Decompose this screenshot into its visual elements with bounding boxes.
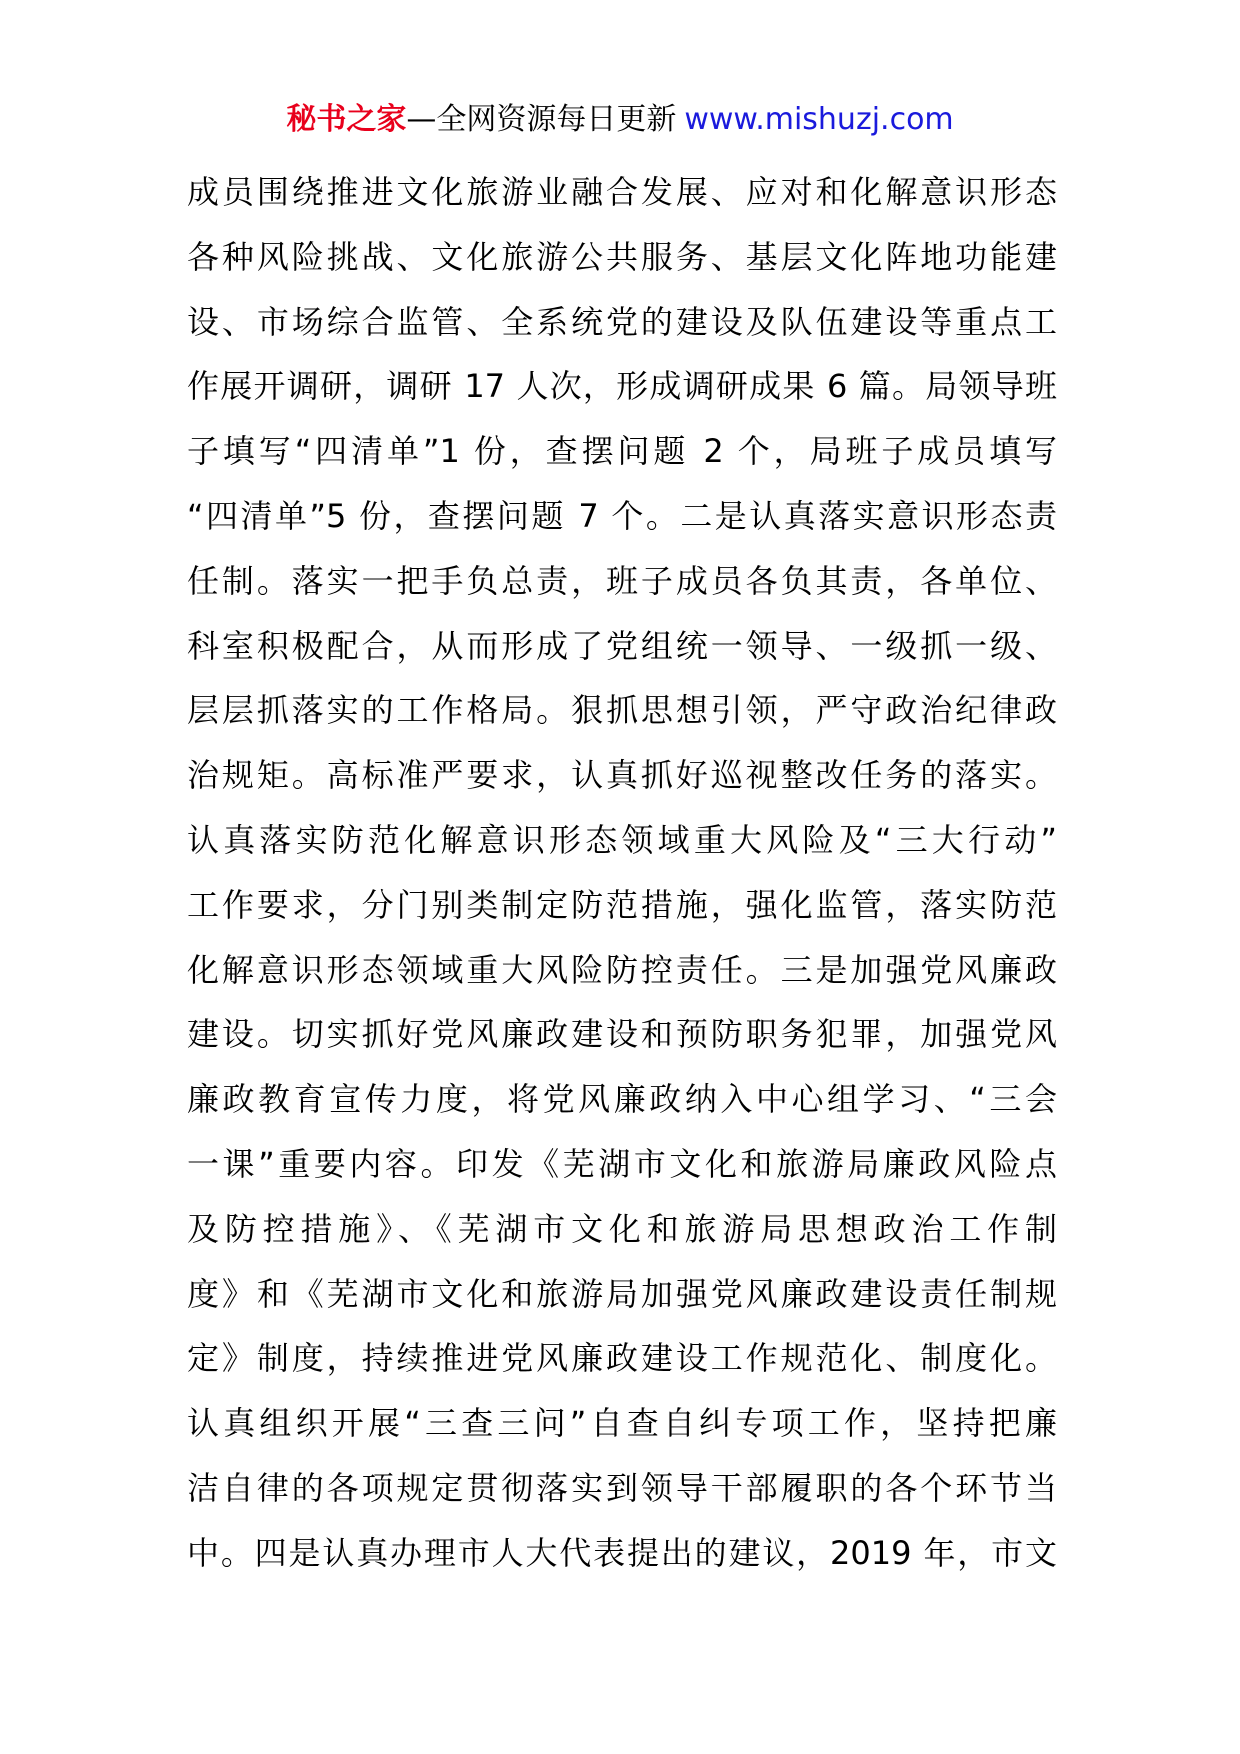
text-line: 化解意识形态领域重大风险防控责任。三是加强党风廉政 [187, 950, 1057, 989]
text-line: 科室积极配合，从而形成了党组统一领导、一级抓一级、 [187, 626, 1057, 665]
body-text [187, 160, 1057, 1586]
text-line: 建设。切实抓好党风廉政建设和预防职务犯罪，加强党风 [187, 1015, 1057, 1054]
header-url-link[interactable]: www.mishuzj.com [684, 102, 954, 137]
text-line: 廉政教育宣传力度，将党风廉政纳入中心组学习、“三会 [187, 1080, 1057, 1119]
text-line: 中。四是认真办理市人大代表提出的建议，2019 年，市文 [187, 1533, 1057, 1572]
header-tagline: —全网资源每日更新 [406, 102, 677, 137]
text-line: 工作要求，分门别类制定防范措施，强化监管，落实防范 [187, 885, 1057, 924]
text-line: 治规矩。高标准严要求，认真抓好巡视整改任务的落实。 [187, 756, 1057, 795]
text-line: 任制。落实一把手负总责，班子成员各负其责，各单位、 [187, 561, 1057, 600]
text-line: 作展开调研，调研 17 人次，形成调研成果 6 篇。局领导班 [187, 367, 1057, 406]
text-line: 认真落实防范化解意识形态领域重大风险及“三大行动” [187, 820, 1057, 859]
text-line: 设、市场综合监管、全系统党的建设及队伍建设等重点工 [187, 302, 1057, 341]
text-line: 一课”重要内容。印发《芜湖市文化和旅游局廉政风险点 [187, 1144, 1057, 1183]
text-line: 层层抓落实的工作格局。狠抓思想引领，严守政治纪律政 [187, 691, 1057, 730]
text-line: 洁自律的各项规定贯彻落实到领导干部履职的各个环节当 [187, 1468, 1057, 1507]
header-brand: 秘书之家 [286, 102, 407, 137]
text-line: 定》制度，持续推进党风廉政建设工作规范化、制度化。 [187, 1339, 1057, 1378]
text-line: 成员围绕推进文化旅游业融合发展、应对和化解意识形态 [187, 173, 1057, 211]
text-line: “四清单”5 份，查摆问题 7 个。二是认真落实意识形态责 [187, 496, 1057, 535]
text-line: 及防控措施》、《芜湖市文化和旅游局思想政治工作制 [187, 1209, 1057, 1248]
text-line: 各种风险挑战、文化旅游公共服务、基层文化阵地功能建 [187, 237, 1057, 276]
text-line: 子填写“四清单”1 份，查摆问题 2 个，局班子成员填写 [187, 432, 1057, 471]
text-line: 认真组织开展“三查三问”自查自纠专项工作，坚持把廉 [187, 1404, 1057, 1443]
text-line: 度》和《芜湖市文化和旅游局加强党风廉政建设责任制规 [187, 1274, 1057, 1313]
page-header [0, 100, 1240, 140]
